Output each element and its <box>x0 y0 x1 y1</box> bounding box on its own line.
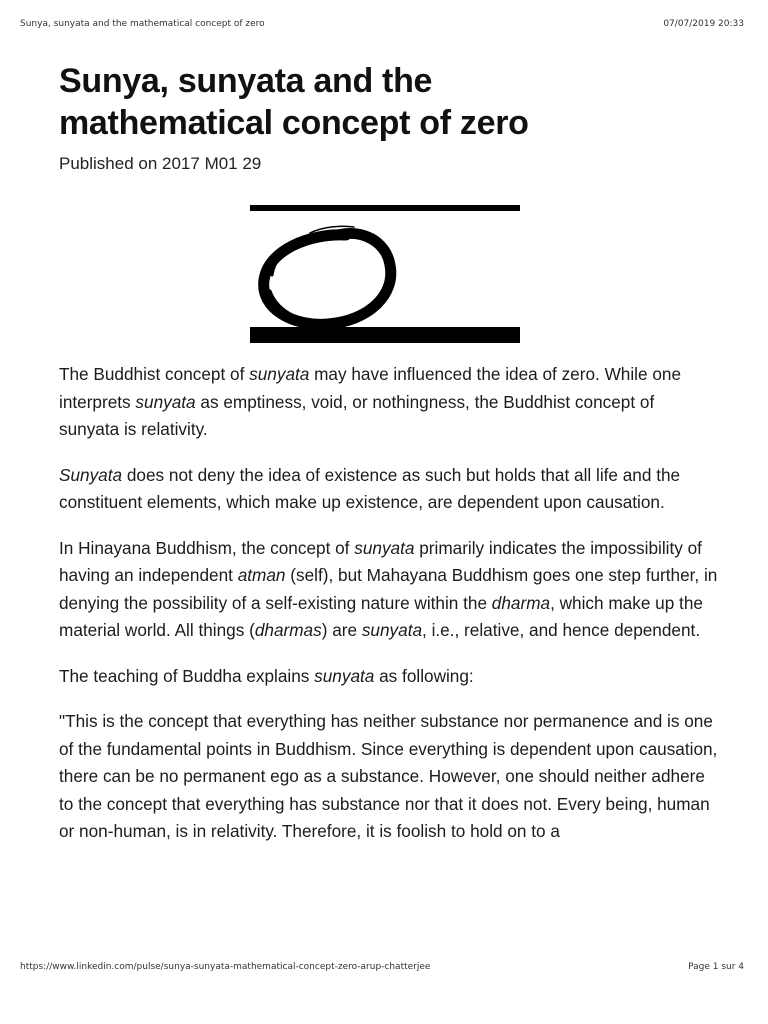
italic-term: dharmas <box>254 620 322 640</box>
top-bar <box>250 205 520 211</box>
italic-term: Sunyata <box>59 464 123 485</box>
text-run: does not deny the idea of existence as such but holds that all life and the constituent elements, which make up existence, are dependent upon causation. <box>59 464 681 512</box>
text-run: , which make up the material world. All things ( <box>59 592 703 640</box>
print-footer-page-number: Page 1 sur 4 <box>688 962 744 972</box>
print-header-datetime: 07/07/2019 20:33 <box>663 19 744 29</box>
text-run: primarily indicates the impossibility of having an independent <box>59 537 702 585</box>
text-run: The teaching of Buddha explains <box>59 665 315 686</box>
italic-term: atman <box>237 565 286 585</box>
italic-term: sunyata <box>249 364 310 384</box>
italic-term: sunyata <box>314 665 375 686</box>
article-title-line-1: Sunya, sunyata and the <box>59 62 433 100</box>
italic-term: dharma <box>491 592 551 613</box>
print-header-title: Sunya, sunyata and the mathematical concept of zero <box>20 19 265 29</box>
italic-term: sunyata <box>354 537 415 558</box>
italic-term: sunyata <box>361 620 423 640</box>
paragraph-2 <box>59 462 719 517</box>
italic-term: sunyata <box>135 391 196 412</box>
article-header <box>59 60 719 175</box>
article-title <box>59 60 719 144</box>
article-body <box>59 361 719 864</box>
paragraph-1 <box>59 361 719 444</box>
bottom-bar <box>250 327 520 343</box>
text-run: as emptiness, void, or nothingness, the Buddhist concept of sunyata is relativity. <box>59 391 655 439</box>
text-run: The Buddhist concept of <box>59 364 250 384</box>
paragraph-4 <box>59 663 719 691</box>
enso-circle-image <box>250 205 520 343</box>
text-run: (self), but Mahayana Buddhism goes one step further, in denying the possibility of a self-existing nature within the <box>59 565 718 613</box>
paragraph-5-quote <box>59 708 719 846</box>
article-title-line-2: mathematical concept of zero <box>59 104 529 142</box>
print-footer-url: https://www.linkedin.com/pulse/sunya-sunyata-mathematical-concept-zero-arup-chatterjee <box>20 962 431 972</box>
text-run: , i.e., relative, and hence dependent. <box>422 620 701 640</box>
text-run: may have influenced the idea of zero. While one interprets <box>59 364 682 412</box>
text-run: ) are <box>321 620 362 640</box>
published-date: Published on 2017 M01 29 <box>59 154 262 173</box>
text-run: "This is the concept that everything has neither substance nor permanence and is one of the fundamental points in Buddhism. Since everything is dependent upon causation, there can be no permanent ego as a substance. However, one should neither adhere to the concept that everything has substance nor that it does not. Every being, human or non-human, is in relativity. Therefore, it is foolish to hold on to a <box>59 711 718 841</box>
article-hero-image <box>250 205 520 343</box>
text-run: as following: <box>374 665 474 686</box>
enso-brush-circle <box>264 226 391 324</box>
text-run: In Hinayana Buddhism, the concept of <box>59 537 355 558</box>
paragraph-3 <box>59 535 719 645</box>
